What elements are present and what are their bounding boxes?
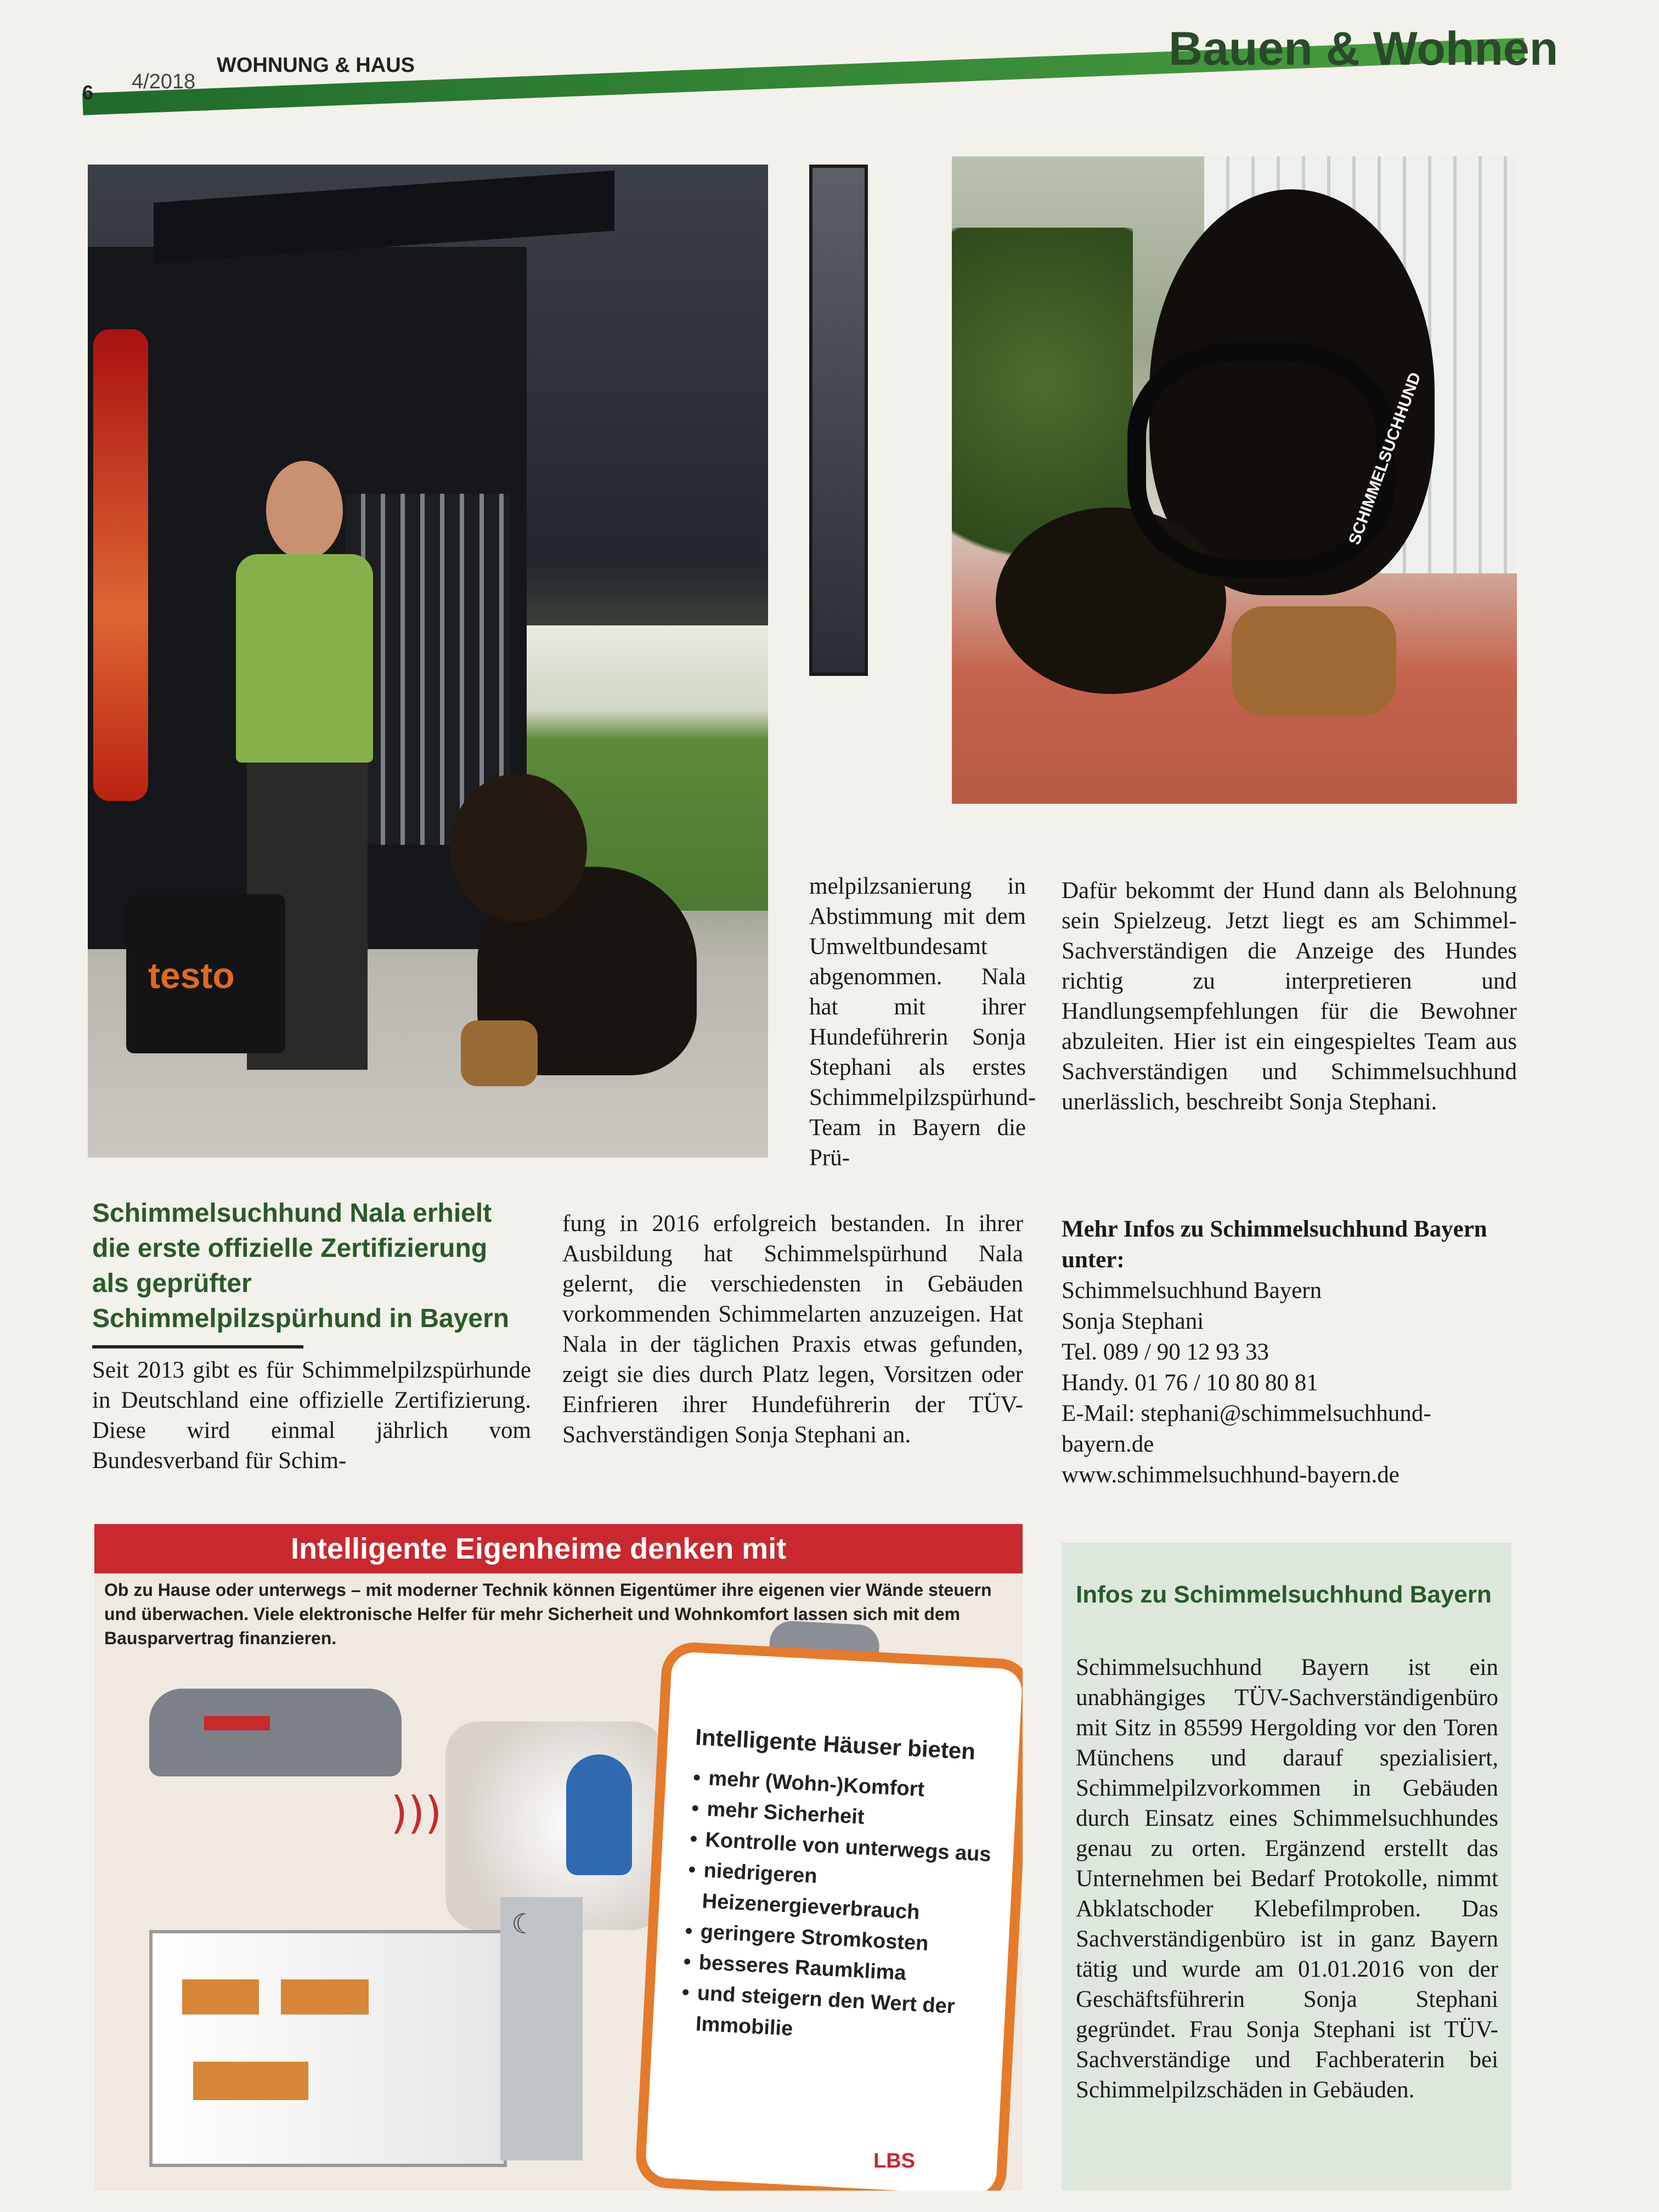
contact-email[interactable]: E-Mail: stephani@schimmelsuchhund-bayern.de (1062, 1401, 1431, 1457)
info-box-title: Infos zu Schimmelsuchhund Bayern (1076, 1581, 1492, 1608)
moon-icon: ☾ (511, 1908, 536, 1940)
magazine-name: WOHNUNG & HAUS (217, 54, 415, 77)
list-item: • Kontrolle von unterwegs aus (689, 1824, 997, 1870)
photo-strip (809, 165, 868, 676)
handler-shirt (236, 554, 373, 763)
house-window (182, 1979, 259, 2015)
article-column-2-bottom: fung in 2016 erfolgreich bestanden. In ihrer Ausbildung hat Schimmelspürhund Nala gelernt, die verschiedensten in Gebäuden vorkommenden Schimmelarten anzuzeigen. Hat Nala in der täglichen Praxis etwas gefunden, zeigt sie dies durch Platz legen, Vorsitzen oder Einfrieren ihrer Hundeführerin der TÜV-Sachverständigen Sonja Stephani an. (562, 1211, 1023, 1448)
equipment-case (126, 894, 285, 1053)
house-icon (149, 1930, 507, 2167)
list-item: • besseres Raumklima (683, 1946, 991, 1993)
article-column-3: Dafür bekommt der Hund dann als Belohnung sein Spielzeug. Jetzt liegt es am Schimmel-Sachverständigen die Anzeige des Hundes richtig zu interpretieren und Handlungsempfehlungen für die Bewohner abzuleiten. Hier ist ein eingespieltes Team aus Sachverständigen und Schimmelsuchhund unerlässlich, beschreibt Sonja Stephani. (1062, 878, 1517, 1115)
section-title: Bauen & Wohnen (1169, 22, 1559, 75)
photo-handler-with-dog (88, 165, 768, 1158)
contact-website[interactable]: www.schimmelsuchhund-bayern.de (1062, 1462, 1400, 1488)
list-item: • niedrigeren Heizenergieverbrauch (686, 1854, 996, 1932)
dog-paw (1232, 606, 1396, 716)
benefits-list (680, 1762, 1001, 2055)
contact-heading: Mehr Infos zu Schimmelsuchhund Bayern unter: (1062, 1216, 1487, 1273)
dog-harness (1127, 343, 1425, 578)
photo-caption: Schimmelsuchhund Nala erhielt die erste offizielle Zertifizierung als geprüfter Schimmelpilzspürhund in Bayern (92, 1199, 510, 1333)
driver-figure (566, 1754, 632, 1875)
contact-person: Sonja Stephani (1062, 1308, 1204, 1334)
dog-nala-sitting (428, 757, 713, 1092)
handler-head (266, 461, 343, 560)
car-icon (149, 1689, 402, 1776)
smart-home-illustration (105, 1667, 654, 2188)
page-number: 6 (82, 81, 94, 104)
clipboard (634, 1641, 1023, 2191)
contact-company: Schimmelsuchhund Bayern (1062, 1278, 1322, 1304)
house-window (193, 2062, 308, 2100)
house-window (281, 1979, 369, 2015)
list-item: • mehr Sicherheit (691, 1793, 999, 1839)
van-taillight (93, 329, 148, 801)
infographic-intro: Ob zu Hause oder unterwegs – mit moderner Technik können Eigentümer ihre eigenen vier Wände steuern und überwachen. Viele elektronische Helfer für mehr Sicherheit und Wohnkomfort lassen sich mit dem Bausparvertrag finanzieren. (104, 1580, 992, 1648)
infographic-smart-homes (94, 1524, 1023, 2191)
signal-waves-icon: ))) (391, 1787, 442, 1838)
infographic-title: Intelligente Eigenheime denken mit (291, 1532, 787, 1565)
issue-label: 4/2018 (132, 70, 196, 93)
photo-dog-indicating (952, 156, 1517, 804)
list-item: • mehr (Wohn-)Komfort (692, 1762, 1001, 1809)
caption-rule (92, 1345, 303, 1348)
dog-lying (985, 189, 1424, 738)
info-box-body: Schimmelsuchhund Bayern ist ein unabhängiges TÜV-Sachverständigenbüro mit Sitz in 85599 Hergolding vor den Toren Münchens und darauf spezialisiert, Schimmelpilzvorkommen in Gebäuden durch Einsatz eines Schimmelsuchhundes genau zu orten. Ergänzend erstellt das Unternehmen bei Bedarf Protokolle, nimmt Abklatschoder Klebefilmproben. Das Sachverständigenbüro ist in ganz Bayern tätig und wurde am 01.01.2016 von der Geschäftsführerin Sonja Stephani gegründet. Frau Sonja Stephani ist TÜV-Sachverständige und Fachberaterin bei Schimmelpilzschäden in Gebäuden. (1076, 1655, 1498, 2103)
list-item: • geringere Stromkosten (684, 1916, 992, 1962)
article-column-2-top: melpilzsanierung in Abstimmung mit dem Umweltbundesamt abgenommen. Nala hat mit ihrer Hundeführerin Sonja Stephani als erstes Schimmelpilzspürhund-Team in Bayern die Prü- (809, 873, 1036, 1171)
harness-label: SCHIMMELSUCHHUND (1345, 370, 1425, 548)
list-item: • und steigern den Wert der Immobilie (680, 1977, 990, 2055)
info-box (1062, 1543, 1511, 2190)
article-column-1: Seit 2013 gibt es für Schimmelpilzspürhunde in Deutschland eine offizielle Zertifizierung. Diese wird einmal jährlich vom Bundesverband für Schim- (92, 1357, 531, 1474)
clipboard-heading: Intelligente Häuser bieten (695, 1724, 977, 1765)
contact-mobile: Handy. 01 76 / 10 80 80 81 (1062, 1370, 1318, 1396)
contact-block (1062, 1214, 1517, 1491)
lbs-logo: LBS (873, 2149, 915, 2172)
case-brand: testo (148, 955, 235, 996)
contact-phone: Tel. 089 / 90 12 93 33 (1062, 1339, 1269, 1365)
dog-leg (461, 1020, 538, 1086)
dog-head (450, 774, 587, 922)
car-stripe (204, 1716, 270, 1730)
